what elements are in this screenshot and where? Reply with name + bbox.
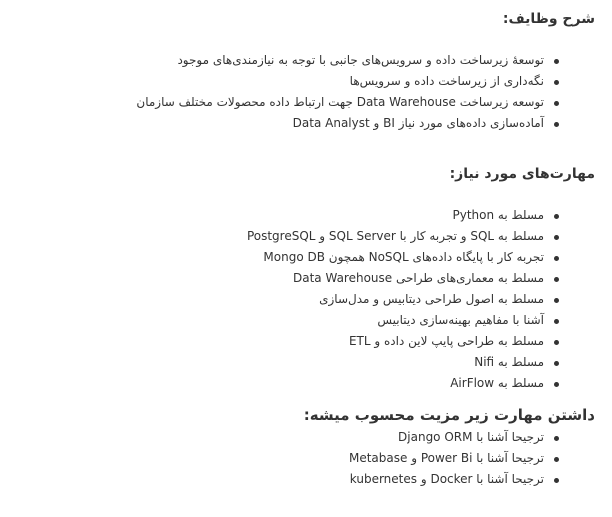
duties-heading: شرح وظایف: — [502, 11, 595, 27]
list-item: آماده‌سازی داده‌های مورد نیاز BI و Data Analyst — [136, 113, 544, 134]
list-item: ترجیحا آشنا با Django ORM — [349, 427, 544, 448]
list-item: مسلط به Python — [247, 205, 544, 226]
list-item: ترجیحا آشنا با Power Bi و Metabase — [349, 448, 544, 469]
list-item: توسعه زیرساخت Data Warehouse جهت ارتباط داده محصولات مختلف سازمان — [136, 92, 544, 113]
list-item: مسلط به Nifi — [247, 352, 544, 373]
list-item: مسلط به معماری‌های طراحی Data Warehouse — [247, 268, 544, 289]
list-item: نگه‌داری از زیرساخت داده و سرویس‌ها — [136, 71, 544, 92]
skills-list — [247, 205, 595, 394]
list-item: مسلط به طراحی پایپ لاین داده و ETL — [247, 331, 544, 352]
skills-heading: مهارت‌های مورد نیاز: — [449, 166, 595, 182]
bonus-heading: داشتن مهارت زیر مزیت محسوب میشه: — [303, 406, 595, 424]
list-item: ترجیحا آشنا با Docker و kubernetes — [349, 469, 544, 490]
list-item: توسعهٔ زیرساخت داده و سرویس‌های جانبی با توجه به نیازمندی‌های موجود — [136, 50, 544, 71]
bonus-list — [349, 427, 595, 490]
list-item: تجربه کار با پایگاه داده‌های NoSQL همچون Mongo DB — [247, 247, 544, 268]
list-item: مسلط به SQL و تجربه کار با SQL Server و PostgreSQL — [247, 226, 544, 247]
list-item: مسلط به AirFlow — [247, 373, 544, 394]
list-item: مسلط به اصول طراحی دیتابیس و مدل‌سازی — [247, 289, 544, 310]
list-item: آشنا با مفاهیم بهینه‌سازی دیتابیس — [247, 310, 544, 331]
duties-list — [136, 50, 595, 134]
